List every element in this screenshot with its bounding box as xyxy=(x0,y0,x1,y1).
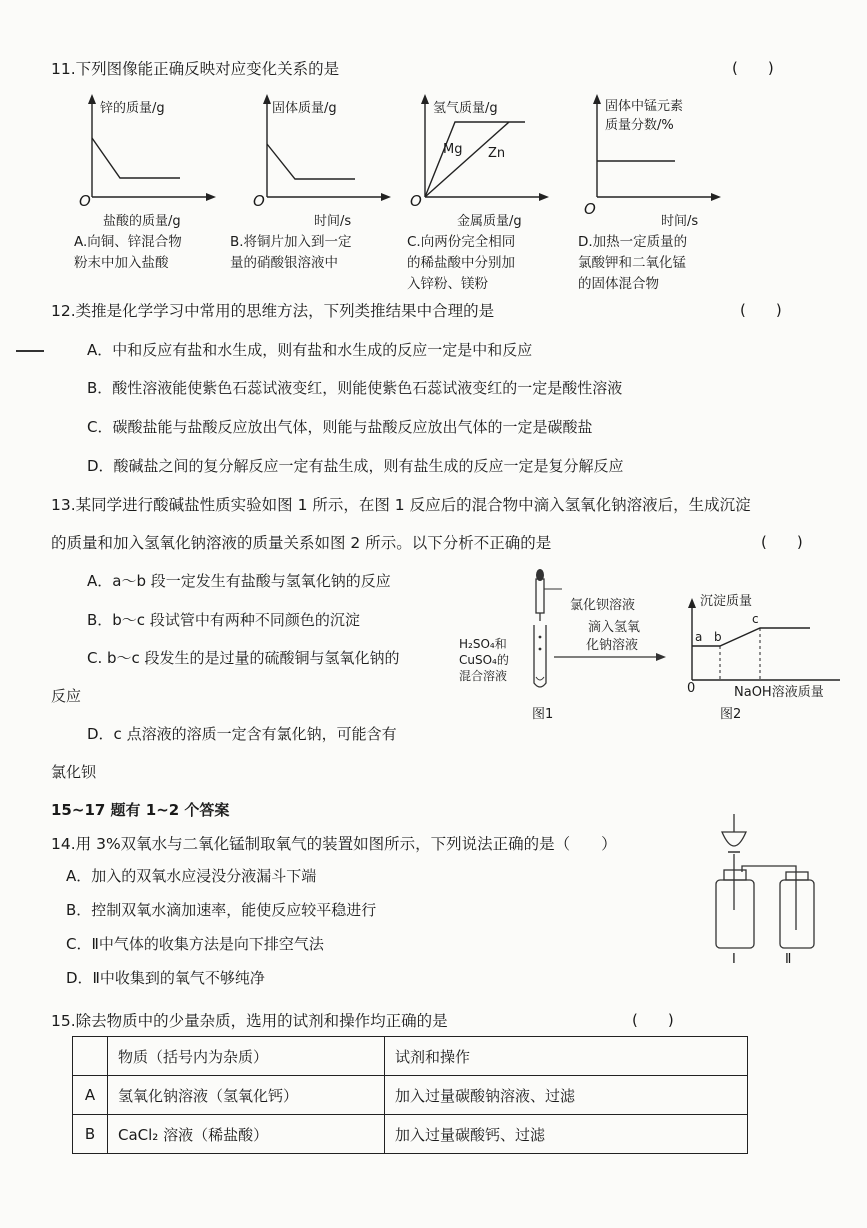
x-axis-arrow xyxy=(206,193,216,201)
table-header-row xyxy=(73,1037,748,1076)
graph-d-ylabel-1: 固体中锰元素 xyxy=(605,99,684,114)
x-axis-arrow xyxy=(381,193,391,201)
dropper-tube xyxy=(536,579,544,613)
caption-line: C.向两份完全相同 xyxy=(407,234,516,250)
mixture-line: CuSO₄的 xyxy=(459,653,509,667)
precipitate xyxy=(536,677,544,680)
bottle-1 xyxy=(716,880,754,948)
margin-mark xyxy=(16,350,44,352)
bottle-2-neck xyxy=(786,872,808,880)
table-cell: 加入过量碳酸钠溶液、过滤 xyxy=(385,1076,748,1115)
test-tube xyxy=(534,625,546,687)
bottle-1-stopper xyxy=(724,870,746,880)
fig2-xlabel: NaOH溶液质量 xyxy=(734,685,824,700)
q13-option-d-cont: 氯化钡 xyxy=(51,763,97,781)
y-axis-arrow xyxy=(421,94,429,104)
q14-option-c: C．Ⅱ中气体的收集方法是向下排空气法 xyxy=(66,935,324,953)
graph-b-xlabel: 时间/s xyxy=(314,214,352,229)
q13-option-d: D．c 点溶液的溶质一定含有氯化钠，可能含有 xyxy=(87,725,397,743)
caption-line: 的固体混合物 xyxy=(578,276,659,292)
q13-option-c: C. b～c 段发生的是过量的硫酸铜与氢氧化钠的 xyxy=(87,649,400,667)
table-header-cell: 试剂和操作 xyxy=(385,1037,748,1076)
q12-stem: 12.类推是化学学习中常用的思维方法，下列类推结果中合理的是 xyxy=(51,302,495,320)
fig2-point-a: a xyxy=(695,630,703,644)
q12-option-b: B．酸性溶液能使紫色石蕊试液变红，则能使紫色石蕊试液变红的一定是酸性溶液 xyxy=(87,379,623,397)
fig1-caption: 图1 xyxy=(532,707,554,722)
q13-option-b: B．b～c 段试管中有两种不同颜色的沉淀 xyxy=(87,611,360,629)
q12-option-a: A．中和反应有盐和水生成，则有盐和水生成的反应一定是中和反应 xyxy=(87,341,533,359)
drop xyxy=(539,636,542,639)
q15-stem: 15.除去物质中的少量杂质，选用的试剂和操作均正确的是 xyxy=(51,1012,448,1030)
q15-answer-paren: ( ) xyxy=(632,1011,674,1029)
y-axis-arrow xyxy=(688,598,696,608)
fig2-origin: 0 xyxy=(687,681,696,696)
graph-d-ylabel-2: 质量分数/% xyxy=(605,118,674,133)
series-label-mg: Mg xyxy=(443,142,463,157)
q13-answer-paren: ( ) xyxy=(761,533,803,551)
caption-line: D.加热一定质量的 xyxy=(578,234,688,250)
q13-option-a: A．a～b 段一定发生有盐酸与氢氧化钠的反应 xyxy=(87,572,391,590)
graph-a-origin: O xyxy=(79,192,91,210)
graph-b-caption xyxy=(230,232,352,274)
y-axis-arrow xyxy=(88,94,96,104)
caption-line: 粉末中加入盐酸 xyxy=(74,255,169,271)
q13-stem-line1: 13.某同学进行酸碱盐性质实验如图 1 所示，在图 1 反应后的混合物中滴入氢氧化钠溶液后，生成沉淀 xyxy=(51,496,751,514)
mixture-line: H₂SO₄和 xyxy=(459,637,507,651)
y-axis-arrow xyxy=(593,94,601,104)
graph-b-origin: O xyxy=(253,192,265,210)
line-series xyxy=(92,138,180,178)
caption-line: 入锌粉、镁粉 xyxy=(407,276,488,292)
q11-answer-paren: ( ) xyxy=(732,59,774,77)
table-cell: B xyxy=(73,1115,108,1154)
apparatus-label-2: Ⅱ xyxy=(785,952,792,967)
table-header-cell xyxy=(73,1037,108,1076)
delivery-tube xyxy=(742,866,796,930)
line-series xyxy=(267,144,355,179)
graph-d-xlabel: 时间/s xyxy=(661,214,699,229)
q12-option-c: C．碳酸盐能与盐酸反应放出气体，则能与盐酸反应放出气体的一定是碳酸盐 xyxy=(87,418,593,436)
fig2-point-b: b xyxy=(714,630,722,644)
q15-table xyxy=(72,1036,748,1154)
q14-option-b: B．控制双氧水滴加速率，能使反应较平稳进行 xyxy=(66,901,377,919)
caption-line: B.将铜片加入到一定 xyxy=(230,234,352,250)
table-cell: CaCl₂ 溶液（稀盐酸） xyxy=(108,1115,385,1154)
graph-c-origin: O xyxy=(410,192,422,210)
y-axis-arrow xyxy=(263,94,271,104)
table-row xyxy=(73,1115,748,1154)
fig2-ylabel: 沉淀质量 xyxy=(700,594,753,609)
mg-line xyxy=(425,122,525,197)
q14-option-a: A．加入的双氧水应浸没分液漏斗下端 xyxy=(66,867,317,885)
fig1-arrow-label-2: 化钠溶液 xyxy=(586,638,639,653)
q13-stem-line2: 的质量和加入氢氧化钠溶液的质量关系如图 2 所示。以下分析不正确的是 xyxy=(51,534,552,552)
series-label-zn: Zn xyxy=(488,146,506,161)
precipitate-curve xyxy=(692,628,810,646)
fig1-mixture-label xyxy=(459,636,509,684)
q11-stem: 11.下列图像能正确反映对应变化关系的是 xyxy=(51,60,340,78)
q14-stem: 14.用 3%双氧水与二氧化锰制取氧气的装置如图所示，下列说法正确的是（ ） xyxy=(51,835,617,853)
table-header-cell: 物质（括号内为杂质） xyxy=(108,1037,385,1076)
graph-a-xlabel: 盐酸的质量/g xyxy=(103,214,181,229)
q13-option-c-cont: 反应 xyxy=(51,687,82,705)
table-cell: 加入过量碳酸钙、过滤 xyxy=(385,1115,748,1154)
q12-option-d: D．酸碱盐之间的复分解反应一定有盐生成，则有盐生成的反应一定是复分解反应 xyxy=(87,457,624,475)
bottle-2 xyxy=(780,880,814,948)
graph-a-caption xyxy=(74,232,182,274)
graph-c-xlabel: 金属质量/g xyxy=(457,214,522,229)
graph-b-ylabel: 固体质量/g xyxy=(272,101,337,116)
caption-line: 的稀盐酸中分别加 xyxy=(407,255,515,271)
apparatus-label-1: Ⅰ xyxy=(732,952,736,967)
reaction-arrowhead xyxy=(656,653,666,661)
fig2-caption: 图2 xyxy=(720,707,742,722)
section-note: 15~17 题有 1~2 个答案 xyxy=(51,801,230,819)
table-cell: 氢氧化钠溶液（氢氧化钙） xyxy=(108,1076,385,1115)
caption-line: A.向铜、锌混合物 xyxy=(74,234,182,250)
caption-line: 氯酸钾和二氧化锰 xyxy=(578,255,686,271)
graph-d-caption xyxy=(578,232,687,295)
fig1-dropper-label: 氯化钡溶液 xyxy=(570,598,636,613)
fig1-arrow-label-1: 滴入氢氧 xyxy=(588,620,641,635)
table-row xyxy=(73,1076,748,1115)
graph-d-origin: O xyxy=(584,200,596,218)
caption-line: 量的硝酸银溶液中 xyxy=(230,255,338,271)
graph-a-ylabel: 锌的质量/g xyxy=(100,101,165,116)
graph-c-caption xyxy=(407,232,515,295)
x-axis-arrow xyxy=(711,193,721,201)
mixture-line: 混合溶液 xyxy=(459,669,508,683)
drop xyxy=(539,648,542,651)
q12-answer-paren: ( ) xyxy=(740,301,782,319)
separatory-funnel xyxy=(722,832,746,846)
table-cell: A xyxy=(73,1076,108,1115)
fig2-point-c: c xyxy=(752,612,759,626)
graph-c-ylabel: 氢气质量/g xyxy=(433,101,498,116)
x-axis-arrow xyxy=(539,193,549,201)
q14-option-d: D．Ⅱ中收集到的氧气不够纯净 xyxy=(66,969,265,987)
